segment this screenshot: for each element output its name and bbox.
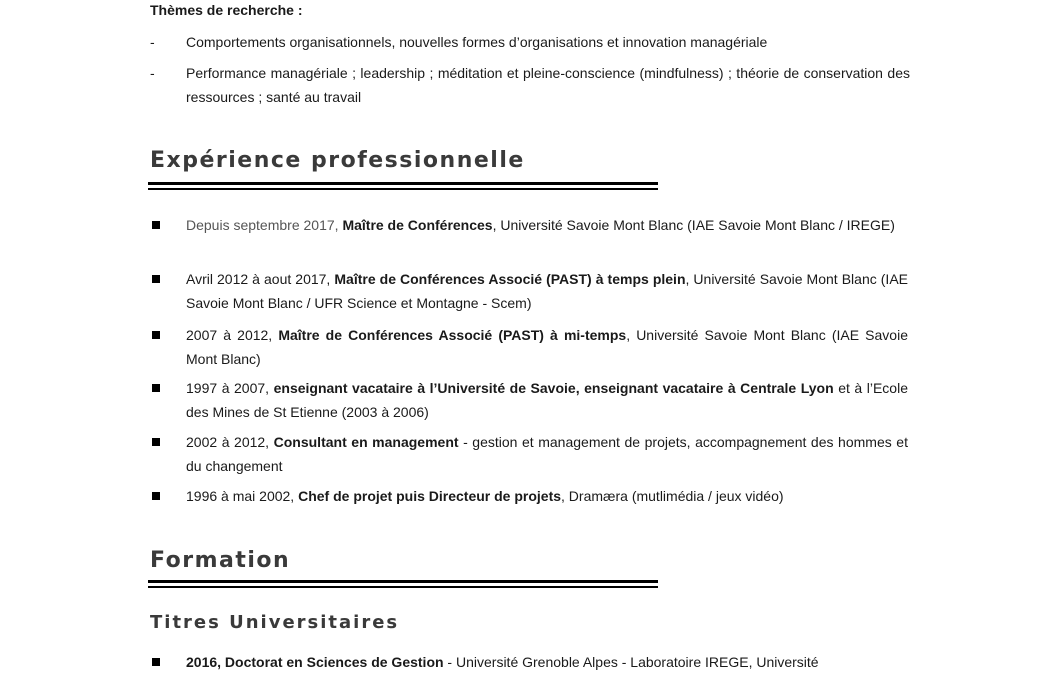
experience-date: 2007 à 2012, — [186, 327, 279, 343]
experience-item — [150, 376, 908, 424]
rule-line-thin — [148, 586, 658, 588]
university-degrees-subheading: Titres Universitaires — [150, 612, 400, 633]
experience-item — [150, 430, 908, 478]
experience-date: Depuis septembre 2017, — [186, 217, 343, 233]
experience-date: 2002 à 2012, — [186, 434, 274, 450]
rule-line-thick — [148, 580, 658, 583]
experience-detail: , Université Savoie Mont Blanc (IAE Savoie Mont Blanc) — [186, 327, 908, 367]
experience-role: Maître de Conférences Associé (PAST) à temps plein — [334, 271, 686, 287]
dash-marker: - — [150, 34, 155, 50]
research-theme-text: Performance managériale ; leadership ; méditation et pleine-conscience (mindfulness) ; théorie de conservation des ressources ; santé au travail — [186, 65, 910, 105]
square-bullet-icon — [152, 492, 160, 500]
square-bullet-icon — [152, 221, 160, 229]
experience-role: enseignant vacataire à l’Université de Savoie, enseignant vacataire à Centrale Lyon — [273, 380, 834, 396]
experience-detail: , Université Savoie Mont Blanc (IAE Savoie Mont Blanc / IREGE) — [492, 217, 895, 233]
experience-role: Consultant en management — [273, 434, 459, 450]
experience-role: Chef de projet puis Directeur de projets — [298, 488, 562, 504]
research-themes-title: Thèmes de recherche : — [150, 2, 303, 18]
experience-heading-rule — [148, 182, 658, 191]
experience-detail: , Dramæra (mutlimédia / jeux vidéo) — [561, 488, 784, 504]
experience-item — [150, 213, 908, 237]
formation-heading-rule — [148, 580, 658, 589]
research-theme-item — [150, 30, 910, 54]
rule-line-thick — [148, 182, 658, 185]
experience-date: 1996 à mai 2002, — [186, 488, 299, 504]
experience-detail: et à l’Ecole des Mines de St Etienne (2003 à 2006) — [186, 380, 908, 420]
formation-heading: Formation — [150, 548, 291, 573]
square-bullet-icon — [152, 658, 160, 666]
formation-item — [150, 650, 908, 674]
square-bullet-icon — [152, 438, 160, 446]
rule-line-thin — [148, 188, 658, 190]
experience-role: Maître de Conférences Associé (PAST) à mi-temps — [278, 327, 627, 343]
square-bullet-icon — [152, 331, 160, 339]
dash-marker: - — [150, 65, 155, 81]
experience-detail: - gestion et management de projets, accompagnement des hommes et du changement — [186, 434, 908, 474]
experience-detail: , Université Savoie Mont Blanc (IAE Savoie Mont Blanc / UFR Science et Montagne - Scem) — [186, 271, 908, 311]
research-theme-item — [150, 61, 910, 109]
research-theme-text: Comportements organisationnels, nouvelles formes d’organisations et innovation managériale — [186, 34, 768, 50]
experience-role: Maître de Conférences — [342, 217, 493, 233]
experience-item — [150, 267, 908, 315]
experience-date: 1997 à 2007, — [186, 380, 274, 396]
experience-date: Avril 2012 à aout 2017, — [186, 271, 335, 287]
experience-item — [150, 484, 908, 508]
square-bullet-icon — [152, 384, 160, 392]
experience-heading: Expérience professionnelle — [150, 148, 525, 173]
degree-detail: - Université Grenoble Alpes - Laboratoire IREGE, Université — [443, 654, 819, 670]
experience-item — [150, 323, 908, 371]
degree-title: 2016, Doctorat en Sciences de Gestion — [186, 654, 444, 670]
square-bullet-icon — [152, 275, 160, 283]
